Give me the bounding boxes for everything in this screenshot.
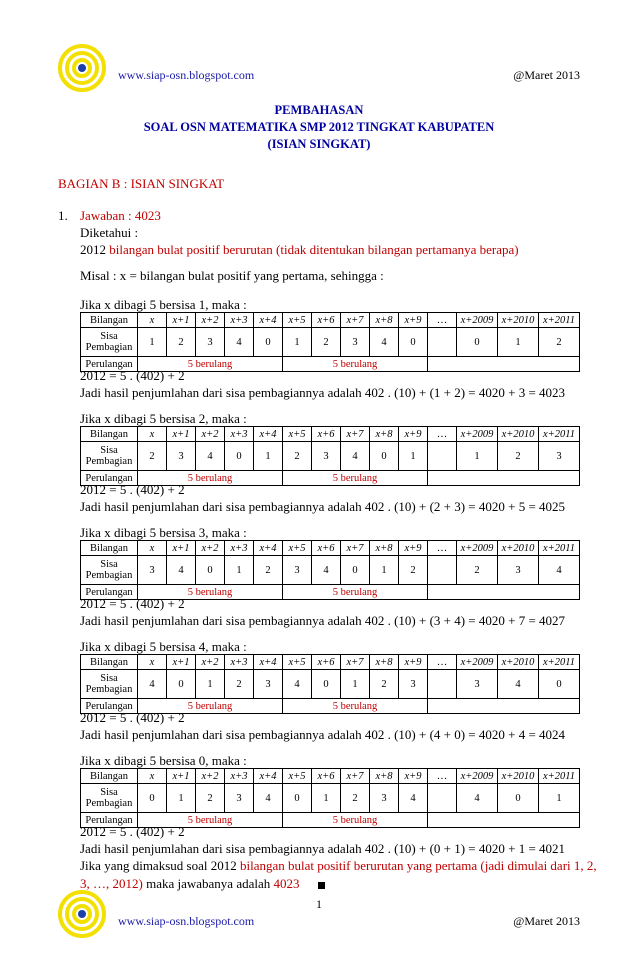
case-heading: Jika x dibagi 5 bersisa 0, maka : — [80, 753, 247, 768]
column-header: x — [138, 655, 167, 670]
row-label-bilangan: Bilangan — [81, 655, 138, 670]
footer-date: @Maret 2013 — [513, 914, 580, 928]
table-row — [81, 442, 580, 471]
row-label-perulangan: Perulangan — [81, 585, 138, 600]
repeat-empty — [428, 585, 580, 600]
column-header: x+4 — [254, 769, 283, 784]
remainder-cell — [428, 556, 457, 585]
title-line-2: SOAL OSN MATEMATIKA SMP 2012 TINGKAT KABUPATEN — [143, 120, 495, 134]
row-label-bilangan: Bilangan — [81, 313, 138, 328]
end-mark-icon — [318, 882, 325, 889]
remainder-cell: 4 — [225, 328, 254, 357]
remainder-cell: 4 — [254, 784, 283, 813]
remainder-cell: 1 — [312, 784, 341, 813]
remainder-cell: 0 — [283, 784, 312, 813]
given-lead: 2012 — [80, 242, 106, 257]
column-header: x+8 — [370, 427, 399, 442]
remainder-cell: 4 — [312, 556, 341, 585]
remainder-cell: 4 — [399, 784, 428, 813]
repeat-group-1: 5 berulang — [138, 699, 283, 714]
column-header: x — [138, 769, 167, 784]
row-label-sisa: Sisa Pembagian — [81, 328, 138, 357]
column-header: x+9 — [399, 655, 428, 670]
remainder-cell: 3 — [539, 442, 580, 471]
column-header: x+2009 — [457, 769, 498, 784]
column-header: x+2010 — [498, 427, 539, 442]
column-header: x+8 — [370, 769, 399, 784]
conclusion-text-b: bilangan bulat positif berurutan yang pertama (jadi dimulai dari 1, 2, — [239, 858, 597, 873]
remainder-cell: 2 — [498, 442, 539, 471]
column-header: x+5 — [283, 427, 312, 442]
remainder-cell: 3 — [138, 556, 167, 585]
remainder-cell: 3 — [254, 670, 283, 699]
column-header: x+8 — [370, 541, 399, 556]
result-line: Jadi hasil penjumlahan dari sisa pembagiannya adalah 402 . (10) + (3 + 4) = 4020 + 7 = 4027 — [80, 613, 566, 628]
column-header: x+4 — [254, 313, 283, 328]
conclusion-line-1 — [80, 858, 597, 874]
column-header: x+5 — [283, 655, 312, 670]
remainder-cell — [428, 784, 457, 813]
repeat-empty — [428, 813, 580, 828]
footer-logo-icon — [58, 890, 106, 938]
table-row — [81, 328, 580, 357]
remainder-cell: 2 — [341, 784, 370, 813]
column-header: … — [428, 655, 457, 670]
remainder-cell: 4 — [283, 670, 312, 699]
case-heading: Jika x dibagi 5 bersisa 1, maka : — [80, 297, 247, 312]
remainder-cell: 3 — [498, 556, 539, 585]
remainder-cell: 2 — [399, 556, 428, 585]
repeat-group-2: 5 berulang — [283, 585, 428, 600]
case-heading: Jika x dibagi 5 bersisa 4, maka : — [80, 639, 247, 654]
remainder-cell: 0 — [341, 556, 370, 585]
remainder-cell — [428, 442, 457, 471]
conclusion-text-c: 3, …, 2012) — [80, 876, 143, 891]
row-label-perulangan: Perulangan — [81, 357, 138, 372]
repeat-group-1: 5 berulang — [138, 585, 283, 600]
remainder-table — [80, 540, 580, 600]
column-header: x+5 — [283, 313, 312, 328]
given-line — [80, 242, 519, 258]
remainder-cell: 1 — [399, 442, 428, 471]
column-header: x+8 — [370, 655, 399, 670]
remainder-cell: 3 — [399, 670, 428, 699]
result-line: Jadi hasil penjumlahan dari sisa pembagiannya adalah 402 . (10) + (1 + 2) = 4020 + 3 = 4023 — [80, 385, 566, 400]
column-header: x+2009 — [457, 313, 498, 328]
header-date: @Maret 2013 — [513, 68, 580, 82]
row-label-sisa: Sisa Pembagian — [81, 556, 138, 585]
remainder-cell: 3 — [283, 556, 312, 585]
table-row — [81, 313, 580, 328]
remainder-cell: 2 — [539, 328, 580, 357]
repeat-group-1: 5 berulang — [138, 357, 283, 372]
remainder-cell: 0 — [167, 670, 196, 699]
given-desc: bilangan bulat positif berurutan (tidak ditentukan bilangan pertamanya berapa) — [106, 242, 519, 257]
column-header: x+2 — [196, 541, 225, 556]
footer-link[interactable]: www.siap-osn.blogspot.com — [118, 914, 255, 928]
remainder-cell: 2 — [457, 556, 498, 585]
remainder-cell: 3 — [312, 442, 341, 471]
column-header: x+2010 — [498, 769, 539, 784]
remainder-cell: 2 — [167, 328, 196, 357]
remainder-cell: 3 — [225, 784, 254, 813]
equation-line: 2012 = 5 . (402) + 2 — [80, 596, 185, 611]
remainder-cell: 2 — [254, 556, 283, 585]
column-header: x+4 — [254, 655, 283, 670]
remainder-cell: 1 — [138, 328, 167, 357]
column-header: x+7 — [341, 313, 370, 328]
remainder-cell: 3 — [196, 328, 225, 357]
column-header: x+3 — [225, 541, 254, 556]
result-line: Jadi hasil penjumlahan dari sisa pembagiannya adalah 402 . (10) + (2 + 3) = 4020 + 5 = 4025 — [80, 499, 566, 514]
column-header: x+6 — [312, 313, 341, 328]
logo-icon — [58, 44, 106, 92]
remainder-cell: 0 — [498, 784, 539, 813]
remainder-cell: 3 — [457, 670, 498, 699]
misal-line: Misal : x = bilangan bulat positif yang pertama, sehingga : — [80, 268, 384, 283]
remainder-cell: 1 — [167, 784, 196, 813]
table-row — [81, 556, 580, 585]
table-row — [81, 427, 580, 442]
remainder-table — [80, 426, 580, 486]
row-label-sisa: Sisa Pembagian — [81, 670, 138, 699]
column-header: x+2 — [196, 427, 225, 442]
conclusion-line-2 — [80, 876, 325, 892]
remainder-cell: 0 — [196, 556, 225, 585]
row-label-perulangan: Perulangan — [81, 471, 138, 486]
remainder-cell: 0 — [138, 784, 167, 813]
answer-line: Jawaban : 4023 — [80, 208, 161, 223]
page-number: 1 — [316, 897, 322, 911]
column-header: x+2011 — [539, 427, 580, 442]
remainder-cell: 4 — [457, 784, 498, 813]
remainder-cell: 4 — [167, 556, 196, 585]
column-header: x+2009 — [457, 427, 498, 442]
row-label-sisa: Sisa Pembagian — [81, 784, 138, 813]
remainder-cell: 3 — [341, 328, 370, 357]
remainder-cell: 2 — [283, 442, 312, 471]
column-header: … — [428, 769, 457, 784]
table-row — [81, 784, 580, 813]
remainder-cell: 0 — [539, 670, 580, 699]
conclusion-answer: 4023 — [273, 876, 300, 891]
column-header: x+2010 — [498, 541, 539, 556]
table-row — [81, 541, 580, 556]
remainder-cell: 0 — [225, 442, 254, 471]
title-line-1: PEMBAHASAN — [274, 103, 364, 117]
remainder-cell: 0 — [399, 328, 428, 357]
column-header: x+2011 — [539, 541, 580, 556]
column-header: x+9 — [399, 541, 428, 556]
row-label-sisa: Sisa Pembagian — [81, 442, 138, 471]
repeat-group-2: 5 berulang — [283, 471, 428, 486]
column-header: x+2009 — [457, 541, 498, 556]
table-row — [81, 655, 580, 670]
repeat-empty — [428, 699, 580, 714]
remainder-cell: 4 — [341, 442, 370, 471]
remainder-cell: 0 — [370, 442, 399, 471]
column-header: x — [138, 541, 167, 556]
column-header: x+2010 — [498, 655, 539, 670]
column-header: x+6 — [312, 541, 341, 556]
title-line-3: (ISIAN SINGKAT) — [267, 137, 371, 151]
column-header: x+1 — [167, 313, 196, 328]
remainder-table — [80, 312, 580, 372]
diketahui-label: Diketahui : — [80, 225, 139, 240]
equation-line: 2012 = 5 . (402) + 2 — [80, 824, 185, 839]
remainder-cell: 1 — [225, 556, 254, 585]
column-header: x+3 — [225, 655, 254, 670]
result-line: Jadi hasil penjumlahan dari sisa pembagiannya adalah 402 . (10) + (0 + 1) = 4020 + 1 = 4021 — [80, 841, 566, 856]
column-header: x+3 — [225, 427, 254, 442]
remainder-table — [80, 768, 580, 828]
column-header: x+4 — [254, 541, 283, 556]
column-header: x+2011 — [539, 655, 580, 670]
column-header: x+1 — [167, 427, 196, 442]
result-line: Jadi hasil penjumlahan dari sisa pembagiannya adalah 402 . (10) + (4 + 0) = 4020 + 4 = 4024 — [80, 727, 566, 742]
column-header: x+1 — [167, 655, 196, 670]
conclusion-text-d: maka jawabanya adalah — [142, 876, 274, 891]
column-header: x+4 — [254, 427, 283, 442]
row-label-bilangan: Bilangan — [81, 427, 138, 442]
column-header: x+5 — [283, 541, 312, 556]
remainder-cell: 0 — [457, 328, 498, 357]
remainder-cell: 3 — [167, 442, 196, 471]
remainder-table — [80, 654, 580, 714]
table-row — [81, 670, 580, 699]
equation-line: 2012 = 5 . (402) + 2 — [80, 482, 185, 497]
column-header: x+6 — [312, 427, 341, 442]
remainder-cell: 3 — [370, 784, 399, 813]
column-header: … — [428, 427, 457, 442]
problem-number: 1. — [58, 208, 68, 223]
remainder-cell: 1 — [283, 328, 312, 357]
column-header: x+7 — [341, 541, 370, 556]
remainder-cell: 4 — [498, 670, 539, 699]
column-header: x+6 — [312, 769, 341, 784]
column-header: x+6 — [312, 655, 341, 670]
repeat-empty — [428, 471, 580, 486]
remainder-cell: 4 — [196, 442, 225, 471]
repeat-empty — [428, 357, 580, 372]
remainder-cell: 4 — [370, 328, 399, 357]
remainder-cell: 2 — [196, 784, 225, 813]
column-header: x — [138, 313, 167, 328]
column-header: x+9 — [399, 427, 428, 442]
column-header: x — [138, 427, 167, 442]
repeat-group-1: 5 berulang — [138, 813, 283, 828]
column-header: x+2 — [196, 313, 225, 328]
case-heading: Jika x dibagi 5 bersisa 2, maka : — [80, 411, 247, 426]
column-header: x+5 — [283, 769, 312, 784]
repeat-group-2: 5 berulang — [283, 813, 428, 828]
repeat-group-2: 5 berulang — [283, 699, 428, 714]
column-header: x+3 — [225, 313, 254, 328]
repeat-group-1: 5 berulang — [138, 471, 283, 486]
column-header: … — [428, 541, 457, 556]
table-row — [81, 769, 580, 784]
remainder-cell — [428, 328, 457, 357]
column-header: x+8 — [370, 313, 399, 328]
column-header: x+1 — [167, 541, 196, 556]
column-header: x+7 — [341, 769, 370, 784]
conclusion-text-a: Jika yang dimaksud soal 2012 — [80, 858, 240, 873]
remainder-cell: 4 — [138, 670, 167, 699]
column-header: x+2009 — [457, 655, 498, 670]
remainder-cell: 1 — [539, 784, 580, 813]
column-header: x+2010 — [498, 313, 539, 328]
remainder-cell: 0 — [312, 670, 341, 699]
row-label-bilangan: Bilangan — [81, 769, 138, 784]
equation-line: 2012 = 5 . (402) + 2 — [80, 368, 185, 383]
repeat-group-2: 5 berulang — [283, 357, 428, 372]
remainder-cell: 2 — [370, 670, 399, 699]
remainder-cell — [428, 670, 457, 699]
remainder-cell: 0 — [254, 328, 283, 357]
row-label-bilangan: Bilangan — [81, 541, 138, 556]
section-heading: BAGIAN B : ISIAN SINGKAT — [58, 176, 225, 191]
column-header: x+7 — [341, 427, 370, 442]
remainder-cell: 2 — [225, 670, 254, 699]
remainder-cell: 1 — [254, 442, 283, 471]
remainder-cell: 1 — [370, 556, 399, 585]
remainder-cell: 1 — [498, 328, 539, 357]
row-label-perulangan: Perulangan — [81, 813, 138, 828]
column-header: x+2 — [196, 769, 225, 784]
column-header: x+9 — [399, 769, 428, 784]
column-header: x+9 — [399, 313, 428, 328]
remainder-cell: 1 — [196, 670, 225, 699]
equation-line: 2012 = 5 . (402) + 2 — [80, 710, 185, 725]
column-header: x+2011 — [539, 313, 580, 328]
column-header: x+7 — [341, 655, 370, 670]
remainder-cell: 1 — [457, 442, 498, 471]
header-link[interactable]: www.siap-osn.blogspot.com — [118, 68, 255, 82]
remainder-cell: 4 — [539, 556, 580, 585]
column-header: x+2011 — [539, 769, 580, 784]
column-header: x+3 — [225, 769, 254, 784]
remainder-cell: 2 — [312, 328, 341, 357]
remainder-cell: 1 — [341, 670, 370, 699]
row-label-perulangan: Perulangan — [81, 699, 138, 714]
column-header: x+2 — [196, 655, 225, 670]
remainder-cell: 2 — [138, 442, 167, 471]
case-heading: Jika x dibagi 5 bersisa 3, maka : — [80, 525, 247, 540]
column-header: x+1 — [167, 769, 196, 784]
column-header: … — [428, 313, 457, 328]
